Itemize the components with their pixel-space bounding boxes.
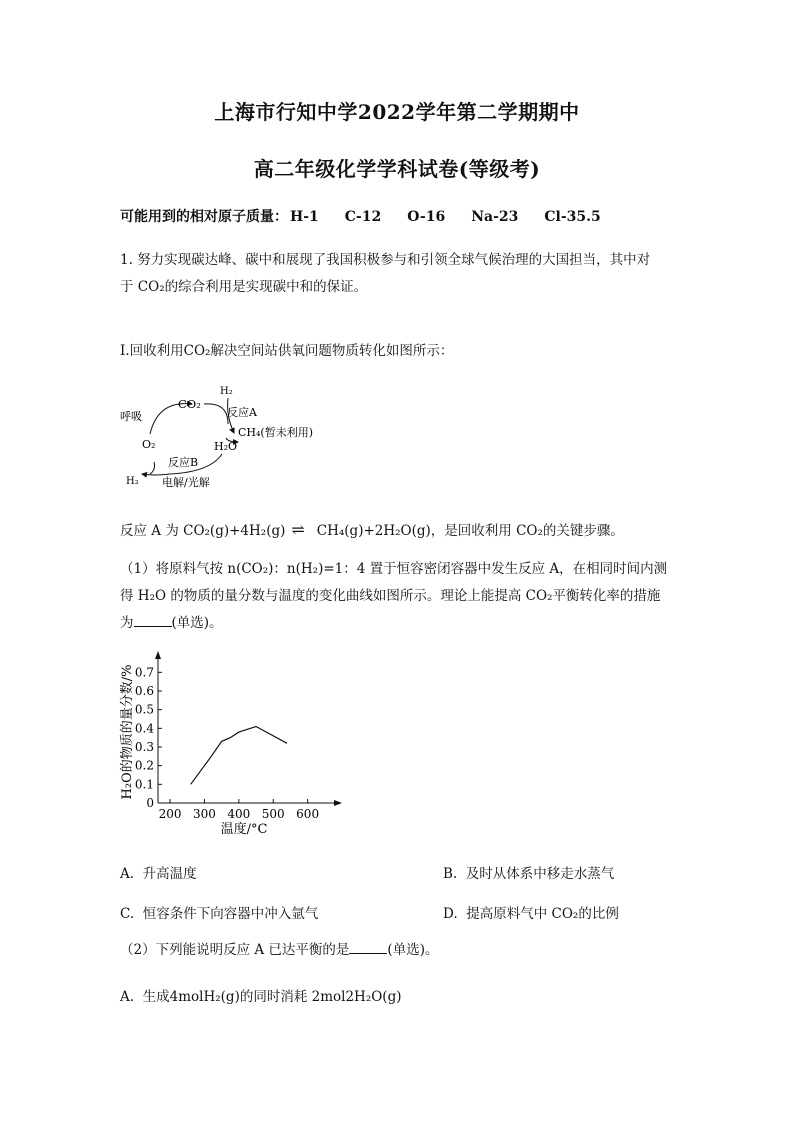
sub1-line3-a: 为 <box>120 615 134 631</box>
y-tick-label: 0.5 <box>134 702 154 717</box>
reaction-a-lhs: 反应 A 为 CO₂(g)+4H₂(g) <box>120 523 286 539</box>
x-tick-label: 400 <box>227 807 251 821</box>
option-1c[interactable] <box>120 902 318 922</box>
option-1d-label: D. <box>443 906 458 922</box>
series-line <box>191 727 287 785</box>
label-o2: O₂ <box>142 438 156 451</box>
label-electrolysis: 电解/光解 <box>162 476 210 489</box>
atomic-mass-cl: Cl-35.5 <box>544 209 601 225</box>
option-1d-text: 提高原料气中 CO₂的比例 <box>466 906 619 922</box>
label-co2: CO₂ <box>178 397 201 411</box>
option-1a-label: A. <box>120 866 135 882</box>
label-ch4: CH₄(暂未利用) <box>238 426 314 439</box>
sub1-line3 <box>120 610 680 637</box>
option-2a[interactable] <box>120 985 401 1005</box>
answer-blank-2[interactable] <box>349 941 387 954</box>
option-2a-label: A. <box>120 989 135 1005</box>
equilibrium-arrow-icon: ⇌ <box>291 520 305 539</box>
reaction-a-line <box>120 516 680 545</box>
q1-intro-line1: 1. 努力实现碳达峰、碳中和展现了我国积极参与和引领全球气候治理的大国担当，其中对 <box>120 252 651 268</box>
x-tick-label: 300 <box>192 807 216 821</box>
option-1c-text: 恒容条件下向容器中冲入氩气 <box>142 906 319 922</box>
h2o-fraction-chart <box>110 650 350 840</box>
sub1-line3-b: (单选)。 <box>171 615 223 631</box>
option-2a-text: 生成4molH₂(g)的同时消耗 2mol2H₂O(g) <box>142 989 402 1005</box>
page-title: 上海市行知中学2022学年第二学期期中 <box>214 100 580 124</box>
y-tick-label: 0.6 <box>134 684 154 698</box>
y-tick-label: 0.7 <box>134 665 154 680</box>
reaction-a-rhs: CH₄(g)+2H₂O(g)，是回收利用 CO₂的关键步骤。 <box>316 523 624 539</box>
section-i-heading: I.回收利用CO₂解决空间站供氧问题物质转化如图所示： <box>120 343 454 359</box>
x-tick-label: 200 <box>158 807 182 821</box>
x-tick-label: 500 <box>261 807 285 821</box>
atomic-mass-h: H-1 <box>290 209 319 225</box>
y-tick-label: 0.3 <box>134 740 154 754</box>
option-1a[interactable] <box>120 862 197 882</box>
label-h2o: H₂O <box>214 440 238 453</box>
arrow-co2-to-h2o-top <box>204 404 228 424</box>
atomic-mass-na: Na-23 <box>471 209 519 225</box>
sub1-line1: （1）将原料气按 n(CO₂)：n(H₂)=1：4 置于恒容密闭容器中发生反应 A，在相同时间内测 <box>120 561 668 577</box>
option-1a-text: 升高温度 <box>142 866 197 882</box>
y-tick-label: 0 <box>146 796 154 810</box>
x-tick-label: 600 <box>296 807 320 821</box>
label-h2-out: H₂ <box>126 476 139 487</box>
y-tick-label: 0.4 <box>134 721 154 736</box>
atomic-masses <box>120 206 627 226</box>
sub2-question <box>120 937 680 964</box>
atomic-mass-o: O-16 <box>407 209 446 225</box>
y-tick-label: 0.2 <box>134 758 154 773</box>
label-h2-in: H₂ <box>220 386 233 397</box>
sub1-line2: 得 H₂O 的物质的量分数与温度的变化曲线如图所示。理论上能提高 CO₂平衡转化率的措施 <box>120 588 661 604</box>
x-axis-label: 温度/°C <box>220 822 268 837</box>
sub2-text-b: (单选)。 <box>387 942 439 958</box>
answer-blank-1[interactable] <box>134 614 172 627</box>
y-tick-label: 0.1 <box>134 777 154 792</box>
option-1b-label: B. <box>443 866 458 882</box>
option-1d[interactable] <box>443 902 619 922</box>
label-reaction-a: 反应A <box>227 406 257 419</box>
atomic-masses-label: 可能用到的相对原子质量： <box>120 209 288 225</box>
label-breath: 呼吸 <box>120 410 142 423</box>
q1-intro-line2: 于 CO₂的综合利用是实现碳中和的保证。 <box>120 279 368 295</box>
y-axis-label: H₂O的物质的量分数/% <box>120 664 135 800</box>
y-axis-arrow-icon <box>155 651 161 659</box>
sub2-text-a: （2）下列能说明反应 A 已达平衡的是 <box>120 942 350 958</box>
atomic-mass-c: C-12 <box>344 209 382 225</box>
page-subtitle: 高二年级化学学科试卷(等级考) <box>253 157 541 181</box>
label-reaction-b: 反应B <box>168 456 199 469</box>
x-axis-arrow-icon <box>334 800 342 806</box>
option-1b[interactable] <box>443 862 614 882</box>
cycle-diagram <box>110 376 350 494</box>
option-1b-text: 及时从体系中移走水蒸气 <box>465 866 615 882</box>
arrow-to-o2 <box>150 462 155 474</box>
option-1c-label: C. <box>120 906 135 922</box>
